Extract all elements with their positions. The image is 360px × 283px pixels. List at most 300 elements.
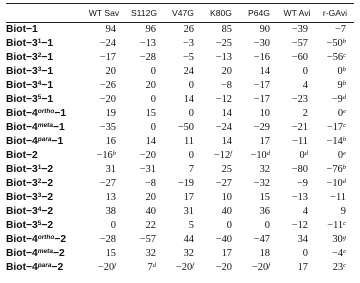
row-label-superscript: 1 (37, 38, 42, 45)
value-text: −19 (177, 178, 194, 189)
value-text: 85 (221, 24, 232, 35)
value-cell (240, 177, 278, 191)
value-cell (316, 107, 354, 121)
row-label-superscript: para (37, 262, 52, 269)
value-cell (202, 233, 240, 247)
value-text: −17 (253, 94, 270, 105)
value-text: 14 (183, 94, 194, 105)
value-text: 5 (188, 220, 194, 231)
value-text: 44 (183, 234, 194, 245)
value-cell (124, 23, 164, 37)
value-text: −11 (292, 136, 308, 147)
value-text: −40 (215, 234, 232, 245)
value-text: 17 (297, 262, 308, 273)
value-cell (164, 107, 202, 121)
value-text: −17 (326, 122, 344, 133)
value-text: 14 (145, 136, 156, 147)
footnote-marker: g (342, 234, 346, 241)
value-text: 0 (337, 66, 343, 77)
value-text: −57 (291, 38, 308, 49)
value-text: 22 (145, 220, 156, 231)
table-row (6, 121, 354, 135)
value-cell (202, 191, 240, 205)
value-cell (164, 135, 202, 149)
row-label-superscript: 2 (37, 178, 42, 185)
value-text: 32 (183, 248, 194, 259)
value-cell (164, 23, 202, 37)
header-row (6, 5, 354, 23)
value-text: 4 (302, 80, 308, 91)
value-text: 18 (259, 248, 270, 259)
value-text: 0 (188, 150, 194, 161)
value-cell (124, 79, 164, 93)
value-cell (124, 219, 164, 233)
value-cell (124, 233, 164, 247)
value-text: 2 (302, 108, 308, 119)
value-cell (164, 177, 202, 191)
value-cell (316, 219, 354, 233)
footnote-marker: f (192, 262, 194, 269)
footnote-marker: b (342, 164, 346, 171)
value-text: −27 (99, 178, 116, 189)
value-text: 17 (259, 136, 270, 147)
value-text: −16 (253, 52, 270, 63)
table-row (6, 135, 354, 149)
value-text: 34 (297, 234, 308, 245)
row-label (6, 135, 84, 149)
value-text: 0 (337, 108, 344, 119)
value-text: −32 (253, 178, 270, 189)
value-cell (316, 177, 354, 191)
value-cell (316, 135, 354, 149)
value-cell (316, 233, 354, 247)
value-text: −26 (99, 80, 116, 91)
value-cell (240, 23, 278, 37)
value-text: −11 (327, 220, 344, 231)
value-cell (316, 51, 354, 65)
value-cell (278, 135, 316, 149)
table-row (6, 65, 354, 79)
table-row (6, 219, 354, 233)
value-text: −13 (291, 192, 308, 203)
value-cell (124, 149, 164, 163)
value-cell (84, 247, 124, 261)
value-cell (84, 121, 124, 135)
value-cell (124, 135, 164, 149)
value-text: −20 (215, 262, 232, 273)
row-label-base: Biot−3 (6, 192, 38, 203)
value-cell (240, 219, 278, 233)
row-label (6, 205, 84, 219)
value-cell (84, 135, 124, 149)
table-row (6, 79, 354, 93)
value-text: 40 (221, 206, 232, 217)
row-label (6, 177, 84, 191)
row-label-superscript: 2 (37, 52, 42, 59)
value-text: 15 (145, 108, 156, 119)
value-cell (278, 51, 316, 65)
value-text: 38 (105, 206, 116, 217)
row-label-base: Biot−3 (6, 206, 38, 217)
row-label-suffix: −2 (41, 192, 54, 203)
row-label-superscript: ortho (37, 108, 55, 115)
value-cell (84, 149, 124, 163)
footnote-marker: f (114, 262, 116, 269)
row-label-superscript: meta (37, 248, 53, 255)
value-text: 15 (105, 248, 116, 259)
row-label (6, 65, 84, 79)
value-text: −16 (96, 150, 113, 161)
value-cell (84, 177, 124, 191)
row-label-suffix: −2 (41, 220, 54, 231)
value-text: −8 (220, 80, 232, 91)
value-text: −10 (326, 178, 343, 189)
header-cell: WT Avi (283, 8, 311, 18)
header-cell: P64G (248, 8, 270, 18)
header-cell: S112G (130, 8, 158, 18)
row-label-base: Biot−2 (6, 150, 38, 161)
value-cell (84, 107, 124, 121)
footnote-marker: d (342, 178, 346, 185)
value-cell (164, 205, 202, 219)
value-text: 7 (147, 262, 153, 273)
row-label-suffix: −2 (41, 178, 54, 189)
row-label-base: Biot−3 (6, 94, 38, 105)
value-cell (84, 261, 124, 275)
value-text: −13 (215, 52, 232, 63)
value-text: 24 (183, 66, 194, 77)
value-cell (278, 205, 316, 219)
value-cell (84, 163, 124, 177)
value-cell (124, 37, 164, 51)
row-label-superscript: 3 (37, 192, 42, 199)
row-label-base: Biot−3 (6, 66, 38, 77)
row-label (6, 191, 84, 205)
value-text: −24 (215, 122, 232, 133)
value-text: −20 (139, 150, 156, 161)
row-label-base: Biot−3 (6, 38, 38, 49)
header-cell: WT Sav (88, 8, 120, 18)
value-text: −9 (331, 94, 343, 105)
value-cell (278, 107, 316, 121)
row-label (6, 233, 84, 247)
table-row (6, 51, 354, 65)
value-cell (124, 177, 164, 191)
value-cell (84, 37, 124, 51)
value-cell (278, 219, 316, 233)
table-row (6, 261, 354, 275)
value-text: 9 (340, 206, 346, 217)
header-cell: r-GAvi (322, 8, 348, 18)
value-text: −47 (253, 234, 270, 245)
value-text: −20 (175, 262, 193, 273)
footnote-marker: e (343, 248, 346, 255)
value-cell (278, 121, 316, 135)
value-text: −12 (291, 220, 308, 231)
row-label-suffix: −1 (41, 66, 54, 77)
footnote-marker: c (343, 220, 346, 227)
value-text: 32 (145, 248, 156, 259)
value-text: 30 (332, 234, 343, 245)
table-row (6, 107, 354, 121)
value-text: 23 (332, 262, 344, 273)
value-text: 9 (337, 80, 343, 91)
value-text: −4 (332, 248, 344, 259)
value-text: 32 (259, 164, 270, 175)
value-text: 0 (150, 122, 156, 133)
value-cell (84, 79, 124, 93)
footnote-marker: b (342, 38, 346, 45)
value-cell (240, 135, 278, 149)
value-text: 10 (259, 108, 270, 119)
footnote-marker: c (343, 262, 346, 269)
table-row (6, 177, 354, 191)
value-cell (240, 107, 278, 121)
row-label-suffix: −1 (41, 94, 54, 105)
value-cell (202, 135, 240, 149)
value-cell (278, 247, 316, 261)
footnote-marker: b (342, 136, 346, 143)
row-label (6, 93, 84, 107)
value-cell (316, 93, 354, 107)
value-cell (316, 191, 354, 205)
table-row (6, 23, 354, 37)
table-row (6, 247, 354, 261)
value-text: 14 (259, 66, 270, 77)
row-label (6, 121, 84, 135)
value-cell (84, 219, 124, 233)
value-cell (278, 23, 316, 37)
value-text: 10 (221, 192, 232, 203)
table-body (6, 23, 354, 275)
row-label-superscript: meta (37, 122, 53, 129)
row-label (6, 23, 84, 37)
value-text: −50 (326, 38, 343, 49)
row-label-superscript: 5 (37, 94, 42, 101)
value-cell (124, 191, 164, 205)
value-text: −11 (330, 192, 346, 203)
value-text: 20 (105, 66, 116, 77)
value-cell (316, 149, 354, 163)
value-cell (202, 79, 240, 93)
value-text: 17 (221, 248, 232, 259)
value-cell (124, 247, 164, 261)
value-cell (124, 93, 164, 107)
value-text: −35 (99, 122, 116, 133)
value-text: 0 (264, 220, 270, 231)
row-label-suffix: −2 (54, 234, 67, 245)
value-cell (278, 79, 316, 93)
value-text: −39 (291, 24, 308, 35)
value-cell (202, 37, 240, 51)
value-cell (164, 247, 202, 261)
footnote-marker: e (343, 150, 346, 157)
value-text: −28 (99, 234, 116, 245)
value-text: 90 (259, 24, 270, 35)
value-cell (124, 51, 164, 65)
row-label (6, 51, 84, 65)
value-text: −12 (213, 150, 231, 161)
value-cell (240, 79, 278, 93)
row-label-base: Biot−3 (6, 80, 38, 91)
value-text: 14 (221, 108, 232, 119)
value-cell (84, 205, 124, 219)
value-cell (278, 233, 316, 247)
value-cell (164, 261, 202, 275)
value-cell (202, 149, 240, 163)
value-cell (278, 37, 316, 51)
table-row (6, 191, 354, 205)
row-label-superscript: 3 (37, 66, 42, 73)
row-label-superscript: ortho (37, 234, 55, 241)
value-cell (202, 247, 240, 261)
value-cell (202, 107, 240, 121)
value-cell (278, 93, 316, 107)
value-cell (84, 93, 124, 107)
row-label (6, 219, 84, 233)
value-text: 13 (105, 192, 116, 203)
row-label-suffix: −1 (51, 136, 64, 147)
table-row (6, 163, 354, 177)
value-text: 94 (105, 24, 116, 35)
table-row (6, 149, 354, 163)
header-cell (6, 5, 84, 23)
value-cell (164, 149, 202, 163)
data-table (6, 3, 354, 275)
value-text: −23 (291, 94, 308, 105)
row-label-base: Biot−4 (6, 262, 38, 273)
table-row (6, 233, 354, 247)
value-cell (164, 51, 202, 65)
value-cell (164, 233, 202, 247)
value-text: 25 (221, 164, 232, 175)
header-cell: V47G (172, 8, 194, 18)
row-label-base: Biot−4 (6, 234, 38, 245)
value-text: 17 (183, 192, 194, 203)
value-text: −20 (251, 262, 269, 273)
value-cell (164, 65, 202, 79)
value-text: 0 (110, 220, 116, 231)
value-cell (202, 65, 240, 79)
value-cell (164, 121, 202, 135)
value-cell (202, 121, 240, 135)
footnote-marker: d (342, 94, 346, 101)
footnote-marker: d (266, 150, 270, 157)
value-cell (316, 205, 354, 219)
value-cell (316, 79, 354, 93)
row-label-base: Biot−3 (6, 52, 38, 63)
value-text: −20 (97, 262, 115, 273)
value-text: −7 (334, 24, 346, 35)
value-text: 0 (302, 66, 308, 77)
value-cell (164, 93, 202, 107)
footnote-marker: b (112, 150, 116, 157)
value-text: −57 (139, 234, 156, 245)
value-cell (278, 261, 316, 275)
value-text: −56 (326, 52, 344, 63)
footnote-marker: f (268, 262, 270, 269)
footnote-marker: f (230, 150, 232, 157)
value-text: 15 (259, 192, 270, 203)
value-text: −10 (250, 150, 267, 161)
value-cell (202, 205, 240, 219)
value-cell (84, 233, 124, 247)
value-text: −17 (253, 80, 270, 91)
value-cell (278, 177, 316, 191)
row-label-suffix: −1 (41, 52, 54, 63)
value-text: −3 (182, 38, 194, 49)
value-text: 0 (150, 66, 156, 77)
value-text: −80 (291, 164, 308, 175)
value-cell (278, 149, 316, 163)
value-cell (202, 219, 240, 233)
row-label (6, 37, 84, 51)
value-text: −31 (139, 164, 156, 175)
value-cell (202, 93, 240, 107)
footnote-marker: b (342, 80, 346, 87)
value-cell (316, 261, 354, 275)
value-text: 14 (221, 136, 232, 147)
table-row (6, 93, 354, 107)
value-cell (316, 121, 354, 135)
table-row (6, 205, 354, 219)
value-text: −29 (253, 122, 270, 133)
value-cell (202, 163, 240, 177)
row-label-base: Biot−3 (6, 220, 38, 231)
row-label-base: Biot−1 (6, 24, 38, 35)
value-text: 0 (226, 220, 232, 231)
value-cell (240, 261, 278, 275)
value-text: −13 (139, 38, 156, 49)
value-text: 20 (221, 66, 232, 77)
value-text: −25 (215, 38, 232, 49)
header-cell: K80G (210, 8, 232, 18)
footnote-marker: d (304, 150, 308, 157)
footnote-marker: e (343, 108, 346, 115)
value-text: 26 (183, 24, 194, 35)
footnote-marker: d (152, 262, 156, 269)
value-text: −60 (291, 52, 308, 63)
value-cell (84, 23, 124, 37)
value-cell (316, 37, 354, 51)
value-cell (240, 163, 278, 177)
footnote-marker: b (342, 66, 346, 73)
value-cell (84, 65, 124, 79)
value-text: −8 (144, 178, 156, 189)
value-text: −9 (296, 178, 308, 189)
row-label-base: Biot−3 (6, 164, 38, 175)
value-text: 11 (183, 136, 194, 147)
row-label (6, 149, 84, 163)
value-cell (240, 247, 278, 261)
value-cell (240, 37, 278, 51)
row-label-suffix: −1 (52, 122, 65, 133)
value-cell (164, 219, 202, 233)
value-text: 20 (145, 80, 156, 91)
value-text: 7 (188, 164, 194, 175)
value-cell (240, 65, 278, 79)
row-label-suffix: −1 (54, 108, 67, 119)
value-cell (240, 233, 278, 247)
value-cell (164, 79, 202, 93)
value-text: 4 (302, 206, 308, 217)
value-text: −21 (291, 122, 308, 133)
value-text: −27 (215, 178, 232, 189)
row-label-superscript: 1 (37, 164, 42, 171)
row-label (6, 247, 84, 261)
value-text: −50 (177, 122, 194, 133)
value-cell (202, 177, 240, 191)
